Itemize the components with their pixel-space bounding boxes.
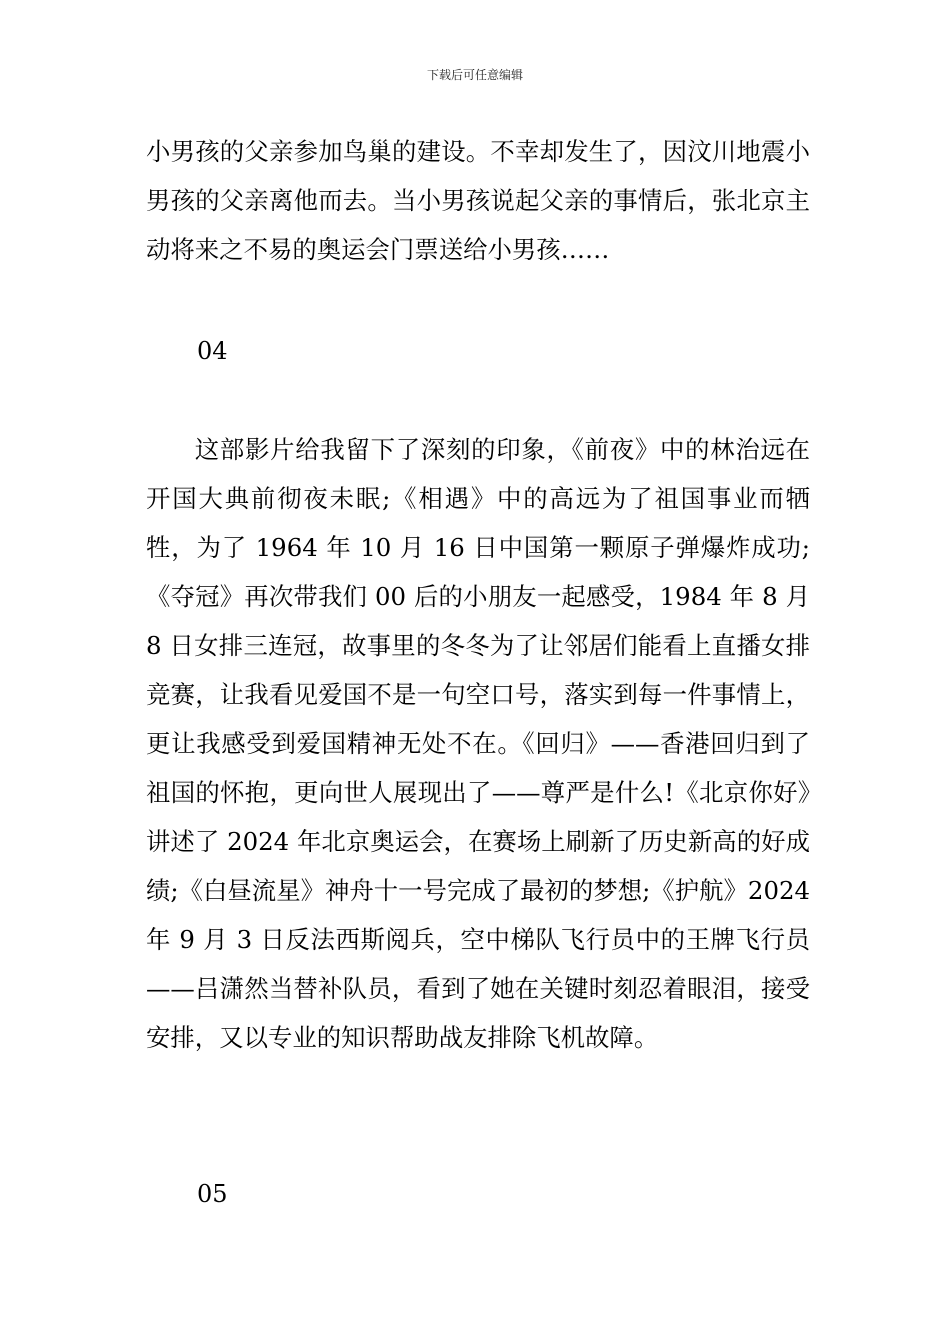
section-number-04: 04	[197, 337, 228, 365]
section-number-05: 05	[197, 1180, 228, 1208]
paragraph-1: 小男孩的父亲参加鸟巢的建设。不幸却发生了，因汶川地震小男孩的父亲离他而去。当小男孩说起父亲的事情后，张北京主动将来之不易的奥运会门票送给小男孩……	[146, 137, 810, 264]
paragraph-2: 这部影片给我留下了深刻的印象，《前夜》中的林治远在开国大典前彻夜未眠;《相遇》中的高远为了祖国事业而牺牲，为了 1964 年 10 月 16 日中国第一颗原子弹爆炸成功;《夺冠》再次带我们 00 后的小朋友一起感受，1984 年 8 月 8 日女排三连冠，故事里的冬冬为了让邻居们能看上直播女排竞赛，让我看见爱国不是一句空口号，落实到每一件事情上，更让我感受到爱国精神无处不在。《回归》——香港回归到了祖国的怀抱，更向世人展现出了——尊严是什么!《北京你好》讲述了 2024 年北京奥运会，在赛场上刷新了历史新高的好成绩;《白昼流星》神舟十一号完成了最初的梦想;《护航》2024 年 9 月 3 日反法西斯阅兵，空中梯队飞行员中的王牌飞行员——吕潇然当替补队员，看到了她在关键时刻忍着眼泪，接受安排，又以专业的知识帮助战友排除飞机故障。	[146, 435, 810, 1052]
header-note: 下载后可任意编辑	[426, 68, 523, 82]
